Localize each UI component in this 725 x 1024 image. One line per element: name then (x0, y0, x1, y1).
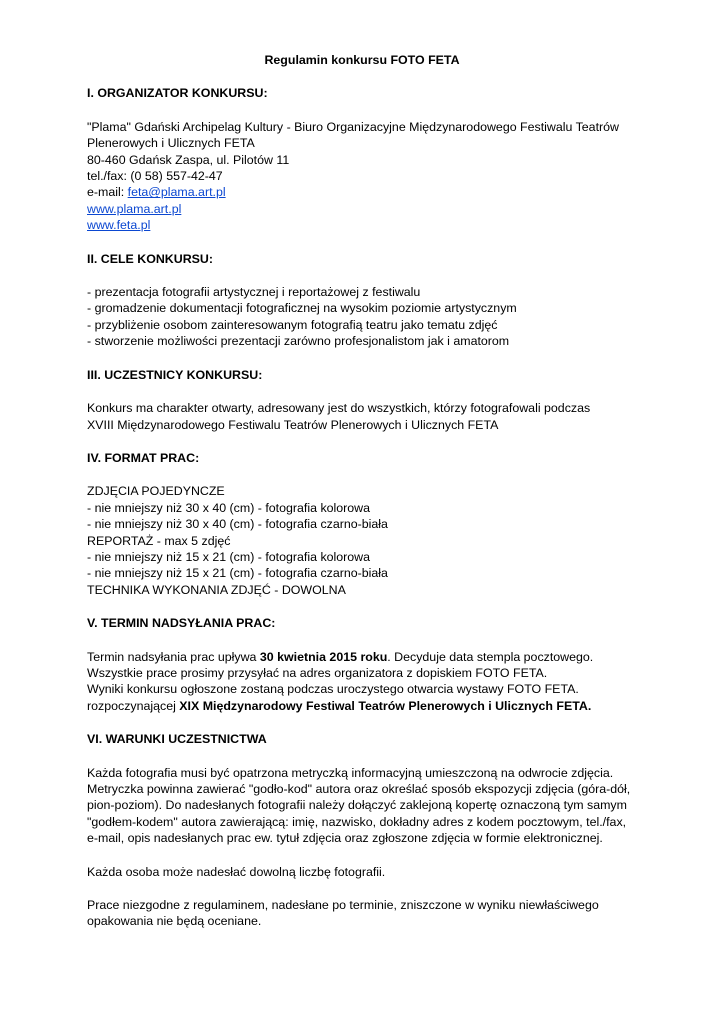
conditions-line: Każda fotografia musi być opatrzona metryczką informacyjną umieszczoną na odwrocie zdjęcia. (87, 765, 614, 780)
organizer-phone: tel./fax: (0 58) 557-42-47 (87, 169, 223, 184)
website-link-plama[interactable]: www.plama.art.pl (87, 201, 182, 216)
conditions-line: e-mail, opis nadesłanych prac ew. tytuł zdjęcia oraz zgłoszone zdjęcia w formie elektronicznej. (87, 831, 603, 846)
section-conditions-heading: VI. WARUNKI UCZESTNICTWA (87, 732, 267, 747)
goal-item: - prezentacja fotografii artystycznej i reportażowej z festiwalu (87, 285, 421, 300)
organizer-line-2: Plenerowych i Ulicznych FETA (87, 136, 255, 151)
section-goals-list (87, 284, 647, 350)
section-organizer-heading: I. ORGANIZATOR KONKURSU: (87, 86, 268, 101)
conditions-line: Prace niezgodne z regulaminem, nadesłane po terminie, zniszczone w wyniku niewłaściwego (87, 898, 599, 913)
conditions-line: Każda osoba może nadesłać dowolną liczbę fotografii. (87, 864, 386, 879)
deadline-line (87, 649, 647, 665)
format-item: REPORTAŻ - max 5 zdjęć (87, 533, 231, 548)
conditions-line: Metryczka powinna zawierać "godło-kod" autora oraz określać sposób ekspozycji zdjęcia (góra-dół, (87, 782, 631, 796)
website-line-1 (87, 201, 647, 217)
conditions-line: opakowania nie będą oceniane. (87, 914, 262, 929)
deadline-line-4 (87, 698, 647, 714)
format-item: - nie mniejszy niż 30 x 40 (cm) - fotografia kolorowa (87, 500, 371, 515)
section-goals-heading: II. CELE KONKURSU: (87, 251, 213, 266)
goal-item: - stworzenie możliwości prezentacji zarówno profesjonalistom jak i amatorom (87, 334, 510, 349)
section-organizer-body (87, 119, 647, 234)
organizer-email-line (87, 184, 647, 200)
goal-item: - gromadzenie dokumentacji fotograficznej na wysokim poziomie artystycznym (87, 301, 517, 316)
format-item: - nie mniejszy niż 15 x 21 (cm) - fotografia czarno-biała (87, 566, 388, 581)
participants-line-2: XVIII Międzynarodowego Festiwalu Teatrów Plenerowych i Ulicznych FETA (87, 417, 499, 432)
section-participants-body (87, 400, 647, 433)
conditions-line: "godłem-kodem" autora zawierającą: imię, nazwisko, dokładny adres z kodem pocztowym, tel./fax, (87, 814, 627, 829)
deadline-line-4-prefix: rozpoczynającej (87, 698, 180, 713)
deadline-suffix: . Decyduje data stempla pocztowego. (387, 649, 594, 664)
conditions-line: pion-poziom). Do nadesłanych fotografii należy dołączyć zaklejoną kopertę oznaczoną tym samym (87, 798, 627, 813)
deadline-date: 30 kwietnia 2015 roku (259, 649, 388, 664)
email-label: e-mail: (87, 185, 128, 200)
section-format-heading: IV. FORMAT PRAC: (87, 450, 200, 465)
festival-name-bold: XIX Międzynarodowy Festiwal Teatrów Plenerowych i Ulicznych FETA. (179, 698, 592, 713)
goal-item: - przybliżenie osobom zainteresowanym fotografią teatru jako tematu zdjęć (87, 317, 498, 332)
organizer-address: 80-460 Gdańsk Zaspa, ul. Pilotów 11 (87, 152, 290, 167)
conditions-paragraph-2 (87, 864, 647, 880)
website-line-2 (87, 217, 647, 233)
conditions-paragraph-3 (87, 897, 647, 930)
section-format-list (87, 483, 647, 598)
deadline-prefix: Termin nadsyłania prac upływa (87, 649, 260, 664)
document-title: Regulamin konkursu FOTO FETA (264, 53, 460, 67)
organizer-line-1: "Plama" Gdański Archipelag Kultury - Biuro Organizacyjne Międzynarodowego Festiwalu Teatrów (87, 119, 619, 134)
conditions-paragraph-1 (87, 765, 647, 847)
format-item: ZDJĘCIA POJEDYNCZE (87, 484, 225, 499)
deadline-line-3: Wyniki konkursu ogłoszone zostaną podczas uroczystego otwarcia wystawy FOTO FETA. (87, 682, 579, 697)
section-participants-heading: III. UCZESTNICY KONKURSU: (87, 367, 263, 382)
format-item: - nie mniejszy niż 30 x 40 (cm) - fotografia czarno-biała (87, 517, 388, 532)
deadline-line-2: Wszystkie prace prosimy przysyłać na adres organizatora z dopiskiem FOTO FETA. (87, 665, 548, 680)
format-item: TECHNIKA WYKONANIA ZDJĘĆ - DOWOLNA (87, 582, 346, 597)
document-page (87, 52, 647, 947)
participants-line-1: Konkurs ma charakter otwarty, adresowany jest do wszystkich, którzy fotografowali podczas (87, 401, 591, 416)
section-deadline-heading: V. TERMIN NADSYŁANIA PRAC: (87, 616, 276, 631)
format-item: - nie mniejszy niż 15 x 21 (cm) - fotografia kolorowa (87, 549, 371, 564)
website-link-feta[interactable]: www.feta.pl (87, 218, 151, 233)
email-link[interactable]: feta@plama.art.pl (127, 185, 226, 200)
section-deadline-body (87, 649, 647, 715)
